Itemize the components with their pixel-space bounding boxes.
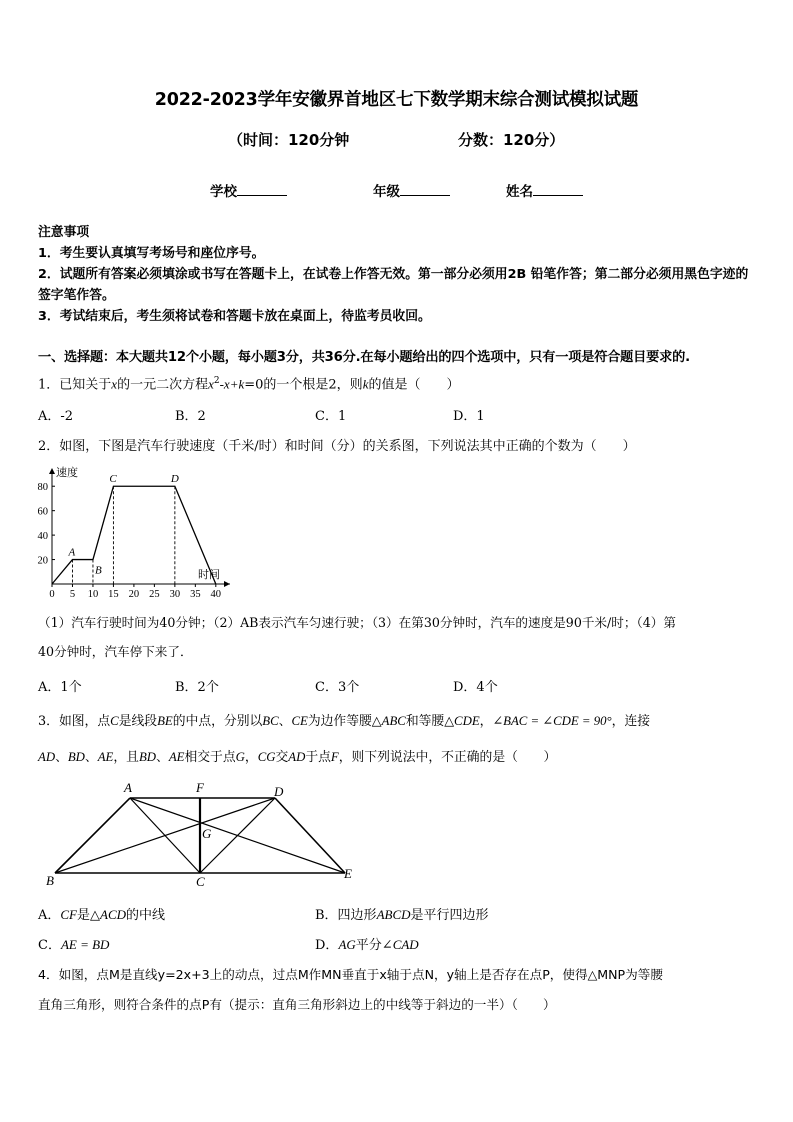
exam-score: 分数：120分） (458, 131, 565, 149)
x-tick-label: 40 (210, 589, 222, 600)
q3-t3: 的中点，分别以 (172, 714, 263, 729)
question-4-line2: 直角三角形，则符合条件的点P有（提示：直角三角形斜边上的中线等于斜边的一半）（ ） (38, 997, 556, 1012)
exam-time: （时间：120分钟 (228, 131, 350, 149)
q3-t1: 3．如图，点 (38, 714, 111, 729)
segment-bd (55, 798, 275, 873)
q2-option-d[interactable]: D．4个 (453, 680, 498, 695)
notes-block (38, 222, 758, 327)
notes-item-3: 3．考试结束后，考生须将试卷和答题卡放在桌面上，待监考员收回。 (38, 309, 431, 324)
x-tick-label: 20 (128, 589, 140, 600)
x-tick-label: 0 (49, 589, 55, 600)
label-c: C (196, 874, 205, 889)
q2-option-b[interactable]: B．2个 (175, 680, 219, 695)
q3-m-be: BE (157, 714, 173, 728)
name-blank[interactable] (533, 183, 583, 196)
q3-ob-pre: B．四边形 (315, 908, 377, 923)
q1-option-c[interactable]: C．1 (315, 409, 347, 424)
q3-option-a[interactable] (38, 904, 165, 923)
speed-time-chart (28, 462, 238, 602)
q3-sep1: 、 (278, 714, 292, 729)
x-tick-label: 30 (169, 589, 181, 600)
page-title: 2022-2023学年安徽界首地区七下数学期末综合测试模拟试题 (154, 90, 639, 110)
school-blank[interactable] (237, 183, 287, 196)
q3-od-pre: D． (315, 938, 339, 953)
q3-m-ae2: AE (168, 750, 185, 764)
speed-series-line (52, 486, 216, 584)
q3-m-tri2: △CDE (444, 714, 480, 728)
q1-text-d: 的值是（ ） (368, 377, 460, 393)
label-d: D (274, 784, 284, 799)
q3-oc-m: AE = BD (60, 937, 110, 952)
label-f: F (196, 780, 204, 795)
q1-text-a: 1．已知关于 (38, 377, 112, 393)
school-label: 学校 (210, 184, 237, 200)
q3-t6: ， (479, 714, 493, 729)
q3-t7: ，连接 (611, 714, 651, 729)
q3-option-b[interactable] (315, 904, 489, 923)
y-tick-label: 80 (37, 482, 48, 494)
x-tick-label: 10 (87, 589, 99, 600)
q3-t5: 和等腰 (405, 714, 445, 729)
q3-m-tri1: △ABC (371, 714, 406, 728)
q3-ob-post: 是平行四边形 (410, 908, 489, 923)
q3-oa-pre: A． (38, 908, 61, 923)
x-tick-label: 35 (190, 589, 201, 600)
q3-t9: 相交于点 (184, 750, 236, 765)
q1-option-d[interactable]: D．1 (453, 409, 485, 424)
q3-oa-post: 的中线 (126, 908, 166, 923)
label-e: E (344, 866, 352, 881)
x-tick-label: 25 (149, 589, 160, 600)
point-label-a: A (68, 546, 76, 559)
notes-item-1: 1．考生要认真填写考场号和座位序号。 (38, 246, 265, 261)
x-axis-arrow (224, 581, 230, 587)
q3-t12: 于点 (305, 750, 331, 765)
x-tick-label: 5 (69, 589, 76, 600)
q3-m-c: C (110, 714, 119, 728)
q3-geometry-figure (40, 778, 370, 890)
grade-blank[interactable] (400, 183, 450, 196)
name-label: 姓名 (506, 184, 533, 200)
q3-m-g: G (235, 750, 245, 764)
q3-m-f: F (330, 750, 339, 764)
q1-var-x: x (111, 376, 118, 392)
label-a: A (124, 780, 132, 795)
y-tick-label: 40 (37, 531, 48, 543)
point-label-b: B (94, 564, 102, 577)
q3-t4: 为边作等腰 (307, 714, 372, 729)
grade-label: 年级 (373, 184, 400, 200)
q3-m-ad: AD (38, 750, 56, 764)
grade-field (373, 180, 450, 200)
q1-option-b[interactable]: B．2 (175, 409, 206, 424)
segment-ae (130, 798, 345, 873)
label-g: G (202, 826, 212, 841)
q3-od-ang: ∠CAD (381, 937, 419, 952)
question-3-line1 (38, 710, 758, 733)
q3-sep3: 、 (84, 750, 98, 765)
q3-m-ae: AE (97, 750, 114, 764)
question-3-line2 (38, 746, 758, 769)
q2-statements-line2: 40分钟时，汽车停下来了． (38, 644, 193, 659)
name-field (506, 180, 583, 200)
q3-m-ad2: AD (288, 750, 306, 764)
q3-od-mid: 平分 (355, 938, 382, 953)
q3-m-bd2: BD (138, 750, 157, 764)
q3-od-m: AG (338, 937, 356, 952)
q2-option-a[interactable]: A．1个 (38, 680, 82, 695)
q3-m-angle: ∠BAC = ∠CDE = 90° (492, 714, 612, 728)
y-tick-label: 60 (37, 506, 48, 518)
q1-var-k: k (362, 376, 369, 392)
y-axis-arrow (49, 468, 55, 474)
q1-text-c: =0的一个根是2，则 (244, 377, 363, 393)
y-tick-label: 20 (37, 555, 48, 567)
y-axis-title: 速度 (56, 467, 78, 479)
q3-t8: ，且 (113, 750, 139, 765)
x-axis-title: 时间 (198, 569, 220, 581)
q2-statements-line1: （1）汽车行驶时间为40分钟；（2）AB表示汽车匀速行驶；（3）在第30分钟时，汽车的速度是90千米/时；（4）第 (38, 615, 676, 630)
q3-m-bc: BC (262, 714, 279, 728)
school-field (210, 180, 287, 200)
x-tick-label: 15 (108, 589, 119, 600)
q1-eq-sup: 2 (213, 376, 220, 386)
question-1-stem (38, 370, 758, 396)
point-label-c: C (109, 473, 117, 486)
q3-oa-tri: △ACD (90, 907, 127, 922)
q1-eq-x: x (208, 376, 214, 392)
q3-t2: 是线段 (118, 714, 158, 729)
q3-oa-m: CF (60, 907, 78, 922)
question-4-line1: 4．如图，点M是直线y=2x+3上的动点，过点M作MN垂直于x轴于点N，y轴上是否存在点P，使得△MNP为等腰 (38, 967, 663, 982)
notes-item-2: 2．试题所有答案必须填涂或书写在答题卡上，在试卷上作答无效。第一部分必须用2B 铅笔作答；第二部分必须用黑色字迹的签字笔作答。 (38, 267, 749, 303)
q3-option-d[interactable] (315, 934, 419, 953)
q3-m-ce: CE (291, 714, 308, 728)
label-b: B (46, 873, 54, 888)
q3-oa-mid: 是 (77, 908, 91, 923)
q3-sep4: 、 (156, 750, 169, 765)
section-heading: 一、选择题：本大题共12个小题，每小题3分，共36分.在每小题给出的四个选项中，只有一项是符合题目要求的. (38, 350, 690, 365)
point-label-d: D (170, 473, 179, 486)
segment-ab (55, 798, 130, 873)
q3-t11: 交 (275, 750, 289, 765)
q3-t13: ，则下列说法中，不正确的是（ ） (338, 750, 557, 765)
q2-option-c[interactable]: C．3个 (315, 680, 360, 695)
q1-text-b: 的一元二次方程 (117, 377, 209, 393)
q3-m-bd: BD (67, 750, 85, 764)
notes-heading: 注意事项 (38, 225, 90, 240)
segment-de (275, 798, 345, 873)
q3-t10: ， (244, 750, 258, 765)
q3-ob-m: ABCD (376, 907, 411, 922)
q3-sep2: 、 (55, 750, 68, 765)
q1-option-a[interactable]: A．-2 (38, 409, 74, 424)
q3-m-cg: CG (257, 750, 276, 764)
q1-eq-rest: -x+k (219, 376, 245, 392)
question-2-stem: 2．如图，下图是汽车行驶速度（千米/时）和时间（分）的关系图，下列说法其中正确的个数为（ ） (38, 439, 636, 454)
q3-option-c[interactable] (38, 934, 109, 953)
q3-oc-pre: C． (38, 938, 61, 953)
